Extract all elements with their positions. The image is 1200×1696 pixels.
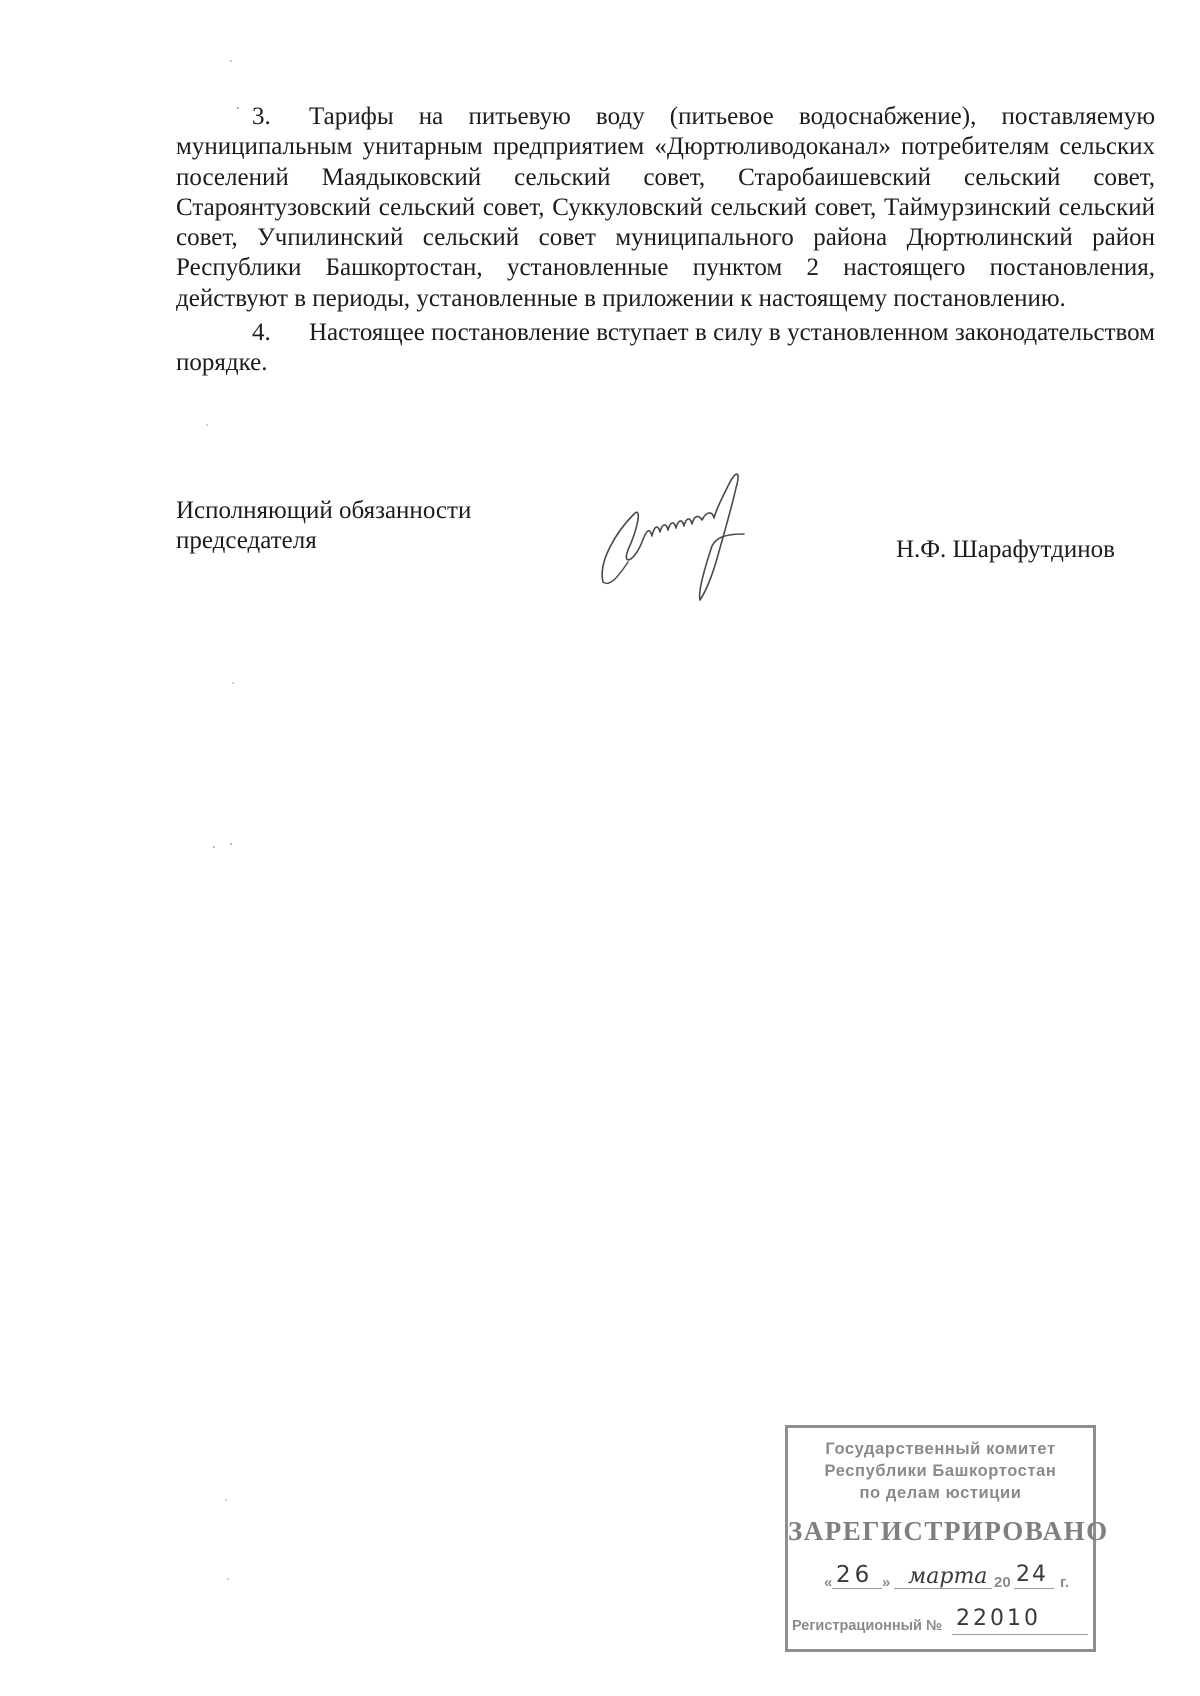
paragraph-number: 4. <box>252 319 271 347</box>
stamp-organization <box>788 1438 1093 1504</box>
position-line-2: председателя <box>176 527 317 554</box>
paragraph-3 <box>176 102 1155 314</box>
stamp-org-line-2: Республики Башкортостан <box>824 1462 1057 1480</box>
date-year-prefix: 20 <box>994 1574 1011 1591</box>
date-close-quote: » <box>882 1574 891 1591</box>
stamp-registration-number <box>792 1608 1092 1642</box>
handwritten-signature <box>598 470 758 605</box>
document-body <box>176 102 1155 383</box>
paragraph-number: 3. <box>252 103 271 130</box>
reg-number-label: Регистрационный № <box>792 1618 943 1634</box>
stamp-date <box>824 1562 1094 1596</box>
date-month-line <box>894 1588 992 1589</box>
registration-stamp <box>785 1425 1109 1652</box>
stamp-org-line-3: по делам юстиции <box>859 1484 1022 1502</box>
signatory-name: Н.Ф. Шарафутдинов <box>896 536 1115 563</box>
stamp-status: ЗАРЕГИСТРИРОВАНО <box>788 1516 1109 1546</box>
date-year-line <box>1014 1588 1054 1589</box>
date-open-quote: « <box>824 1574 833 1591</box>
stamp-org-line-1: Государственный комитет <box>825 1440 1056 1458</box>
date-year-unit: г. <box>1060 1574 1069 1591</box>
position-line-1: Исполняющий обязанности <box>176 497 472 524</box>
date-month: марта <box>908 1564 988 1589</box>
signatory-position <box>176 496 471 556</box>
paragraph-4 <box>176 318 1155 379</box>
date-day-line <box>832 1588 882 1589</box>
reg-number-line <box>952 1634 1088 1635</box>
paragraph-text: Настоящее постановление вступает в силу в установленном законодательством порядке. <box>176 319 1155 377</box>
paragraph-text: Тарифы на питьевую воду (питьевое водоснабжение), поставляемую муниципальным унитарным предприятием «Дюртюливодоканал» потребителям сельских поселений Маядыковский сельский совет, Старобаишевский сельский совет, Староянтузовский сельский совет, Суккуловский сельский совет, Таймурзинский сельский совет, Учпилинский сельский совет муниципального района Дюртюлинский район Республики Башкортостан, установленные пунктом 2 настоящего постановления, действуют в периоды, установленные в приложении к настоящему постановлению. <box>176 103 1155 312</box>
reg-number-value: 22010 <box>956 1606 1041 1631</box>
date-day: 26 <box>836 1562 874 1588</box>
date-year-suffix: 24 <box>1016 1562 1048 1587</box>
